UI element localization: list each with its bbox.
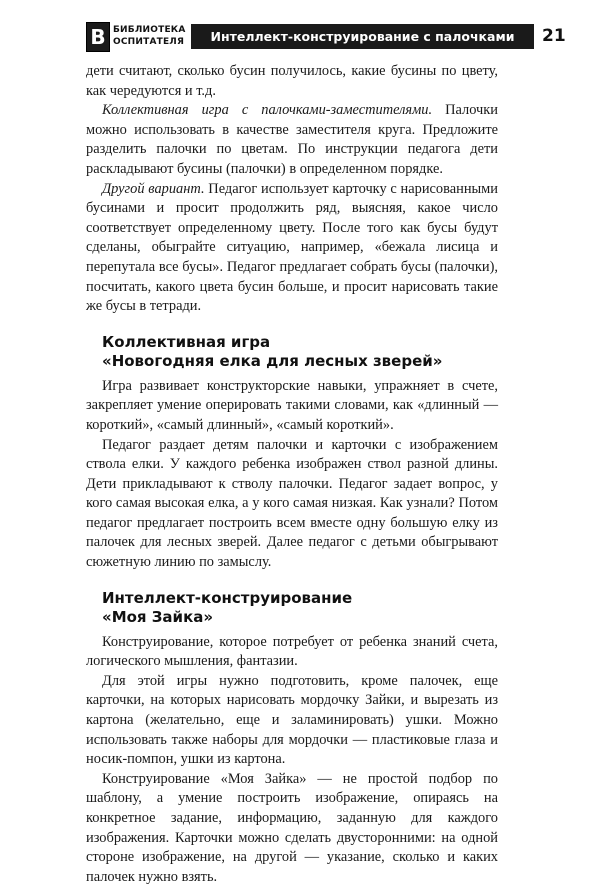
paragraph-2-text: Палочки можно использовать в качестве заместителя круга. Предложите разделить палочки по цветам. По инструкции педагога дети раскладывают бусины (палочки) в определенном порядке. <box>86 102 498 177</box>
paragraph-5: Педагог раздает детям палочки и карточки с изображением ствола елки. У каждого ребенка изображен ствол разной длины. Дети прикладывают к стволу палочки. Педагог задает вопрос, у кого самая высокая елка, а у кого самая низкая. Как узнали? Потом педагог предлагает построить всем вместе одну большую елку из палочек для лесных зверей. Далее педагог с детьми обыгрывают сюжетную линию по замыслу. <box>86 436 498 571</box>
section-heading-line2: «Моя Зайка» <box>102 607 214 626</box>
paragraph-7: Для этой игры нужно подготовить, кроме палочек, еще карточки, на которых нарисовать мордочку Зайки, и вырезать из картона (желательно, еще и заламинировать) ушки. Можно использовать также наборы для мордочки — пластиковые глаза и носик-помпон, ушки из картона. <box>86 672 498 768</box>
series-name <box>113 24 186 48</box>
paragraph-8: Конструирование «Моя Зайка» — не простой подбор по шаблону, а умение построить изображение, опираясь на конкретное задание, информацию, заданную для каждого изображения. Карточки можно сделать двусторонними: на одной стороне изображение, на другой — указание, сколько и каких палочек нужно взять. <box>86 770 498 885</box>
paragraph-3-lead: Другой вариант. <box>102 180 205 197</box>
paragraph-1: дети считают, сколько бусин получилось, какие бусины по цвету, как чередуются и т.д. <box>86 63 498 99</box>
section-heading-christmas-tree <box>102 333 498 371</box>
section-heading-line1: Коллективная игра <box>102 332 271 351</box>
section-heading-line2: «Новогодняя елка для лесных зверей» <box>102 351 443 370</box>
running-title: Интеллект-конструирование с палочками <box>191 24 534 49</box>
page-number: 21 <box>542 26 566 46</box>
section-heading-line1: Интеллект-конструирование <box>102 588 353 607</box>
paragraph-2 <box>86 101 498 179</box>
page-header <box>86 22 566 52</box>
series-name-line1: БИБЛИОТЕКА <box>113 25 186 35</box>
page-body <box>86 62 498 887</box>
series-logo-icon: В <box>86 22 110 52</box>
paragraph-6: Конструирование, которое потребует от ребенка знаний счета, логического мышления, фантазии. <box>86 633 498 670</box>
paragraph-3-text: Педагог использует карточку с нарисованными бусинами и просит продолжить ряд, выясняя, какое число соответствует определенному цвету. После того как бусы будут сделаны, обыграйте ситуацию, например, «бежала лисица и перепутала все бусы». Педагог предлагает собрать бусы (палочки), посчитать, какого цвета бусин больше, и просит нарисовать такие же бусы в тетради. <box>86 180 498 315</box>
section-heading-my-bunny <box>102 589 498 627</box>
paragraph-4: Игра развивает конструкторские навыки, упражняет в счете, закрепляет умение оперировать такими словами, как «длинный — короткий», «самый длинный», «самый короткий». <box>86 377 498 433</box>
paragraph-3 <box>86 180 498 317</box>
paragraph-2-lead: Коллективная игра с палочками-заместителями. <box>102 102 433 119</box>
series-name-line2: ОСПИТАТЕЛЯ <box>113 37 185 47</box>
